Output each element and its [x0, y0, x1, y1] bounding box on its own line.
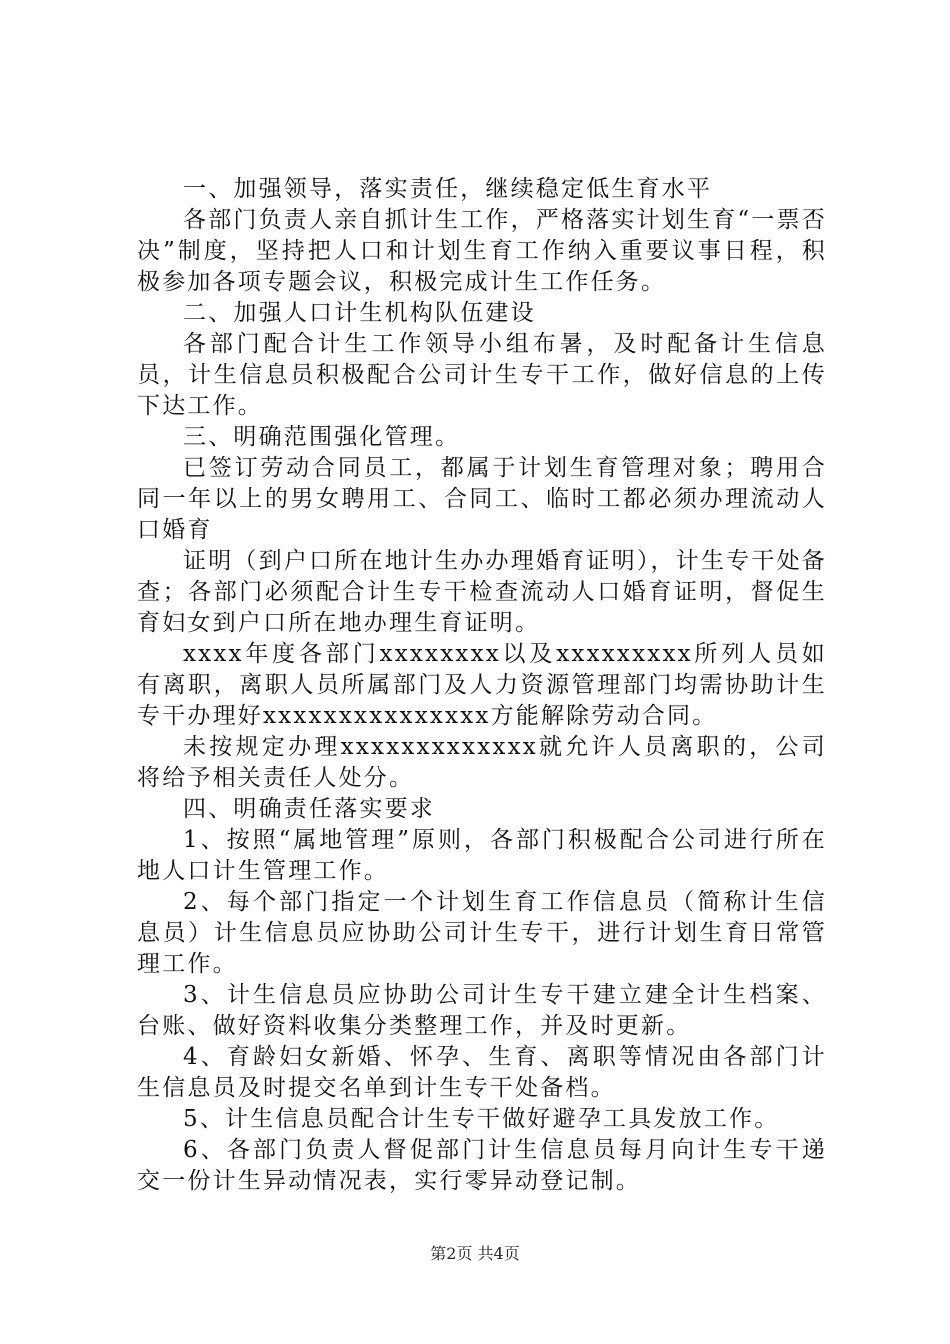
list-item: 2、每个部门指定一个计划生育工作信息员（简称计生信息员）计生信息员应协助公司计生专干，进行计划生育日常管理工作。 — [137, 889, 827, 977]
section-heading-3: 三、明确范围强化管理。 — [183, 424, 461, 450]
section-heading-1: 一、加强领导，落实责任，继续稳定低生育水平 — [183, 176, 713, 202]
list-item: 6、各部门负责人督促部门计生信息员每月向计生专干递交一份计生异动情况表，实行零异动登记制。 — [137, 1137, 827, 1194]
paragraph: 已签订劳动合同员工，都属于计划生育管理对象；聘用合同一年以上的男女聘用工、合同工、临时工都必须办理流动人口婚育 — [137, 455, 827, 543]
list-item: 5、计生信息员配合计生专干做好避孕工具发放工作。 — [183, 1106, 780, 1132]
list-item: 4、育龄妇女新婚、怀孕、生育、离职等情况由各部门计生信息员及时提交名单到计生专干处备档。 — [137, 1044, 827, 1101]
paragraph: 证明（到户口所在地计生办办理婚育证明），计生专干处备查；各部门必须配合计生专干检查流动人口婚育证明，督促生育妇女到户口所在地办理生育证明。 — [137, 548, 827, 636]
paragraph: xxxx年度各部门xxxxxxxx以及xxxxxxxxx所列人员如有离职，离职人员所属部门及人力资源管理部门均需协助计生专干办理好xxxxxxxxxxxxxxx方能解除劳动合同。 — [137, 641, 827, 729]
paragraph: 未按规定办理xxxxxxxxxxxxx就允许人员离职的，公司将给予相关责任人处分。 — [137, 734, 827, 791]
paragraph: 各部门配合计生工作领导小组布暑，及时配备计生信息员，计生信息员积极配合公司计生专干工作，做好信息的上传下达工作。 — [137, 331, 827, 419]
list-item: 1、按照“属地管理”原则，各部门积极配合公司进行所在地人口计生管理工作。 — [137, 827, 827, 884]
document-body — [137, 174, 827, 1197]
list-item: 3、计生信息员应协助公司计生专干建立建全计生档案、台账、做好资料收集分类整理工作，并及时更新。 — [137, 982, 827, 1039]
paragraph: 各部门负责人亲自抓计生工作，严格落实计划生育“一票否决”制度，坚持把人口和计划生育工作纳入重要议事日程，积极参加各项专题会议，积极完成计生工作任务。 — [137, 207, 827, 295]
section-heading-2: 二、加强人口计生机构队伍建设 — [183, 300, 536, 326]
section-heading-4: 四、明确责任落实要求 — [183, 796, 435, 822]
page-number-footer: 第2页 共4页 — [430, 1244, 520, 1263]
